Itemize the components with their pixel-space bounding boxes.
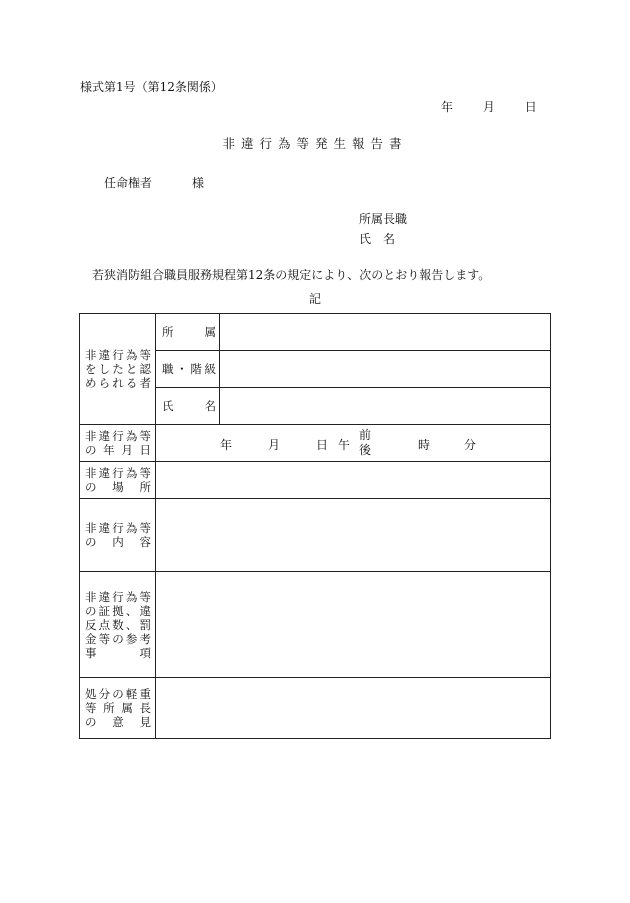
datetime-hour-label: 時	[418, 438, 431, 452]
person-label-line: められる者	[85, 376, 151, 390]
date-month-label: 月	[482, 100, 495, 114]
affiliation-label: 所 属	[162, 325, 216, 339]
body-text: 若狭消防組合職員服務規程第12条の規定により、次のとおり報告します。	[92, 268, 491, 282]
content-label	[80, 499, 156, 572]
affiliation-field[interactable]	[220, 314, 551, 351]
addressee-name: 任命権者	[104, 176, 153, 190]
person-label-line: をしたと認	[85, 362, 151, 376]
place-field[interactable]	[156, 462, 551, 499]
table-row-evidence	[80, 572, 551, 678]
report-table	[79, 313, 551, 739]
evidence-label-line: 反点数、罰	[85, 617, 151, 632]
evidence-label-line: 事 項	[85, 645, 151, 660]
date-label	[80, 425, 156, 462]
content-field[interactable]	[156, 499, 551, 572]
date-day-label: 日	[524, 100, 537, 114]
content-label-line: 非違行為等	[85, 521, 151, 535]
opinion-label-line: 処分の軽重	[85, 687, 151, 701]
table-row-date	[80, 425, 551, 462]
content-label-line: の 内 容	[85, 535, 151, 549]
person-label-line: 非違行為等	[85, 348, 151, 362]
place-label-line: 非違行為等	[85, 466, 151, 480]
opinion-label-line: の 意 見	[85, 715, 151, 729]
opinion-label-line: 等所属長	[85, 701, 151, 715]
evidence-label-line: の証拠、違	[85, 603, 151, 618]
datetime-minute-label: 分	[464, 438, 477, 452]
ki-heading: 記	[308, 292, 321, 306]
evidence-label-line: 非違行為等	[85, 589, 151, 604]
position-label-cell	[156, 351, 220, 388]
table-row-content	[80, 499, 551, 572]
date-year-label: 年	[441, 100, 454, 114]
report-date	[441, 100, 537, 114]
datetime-day-label: 日	[316, 438, 329, 452]
evidence-label-line: 金等の参考	[85, 631, 151, 646]
table-row-affiliation	[80, 314, 551, 351]
form-number-label: 様式第1号（第12条関係）	[80, 80, 223, 94]
table-row-opinion	[80, 678, 551, 739]
document-title: 非違行為等発生報告書	[222, 136, 408, 151]
table-row-place	[80, 462, 551, 499]
datetime-field[interactable]	[156, 425, 551, 462]
date-label-line: 非違行為等	[85, 429, 151, 443]
addressee	[104, 176, 204, 190]
name-label: 氏 名	[162, 399, 216, 413]
opinion-field[interactable]	[156, 678, 551, 739]
datetime-year-label: 年	[220, 438, 233, 452]
position-label: 職・階級	[162, 362, 216, 376]
datetime-month-label: 月	[268, 438, 281, 452]
addressee-honorific: 様	[192, 176, 205, 190]
datetime-gozen-prefix: 午	[338, 438, 351, 452]
affiliation-label-cell	[156, 314, 220, 351]
sender-org-label: 所属長職	[359, 212, 408, 226]
evidence-label	[80, 572, 156, 678]
opinion-label	[80, 678, 156, 739]
place-label-line: の 場 所	[85, 480, 151, 494]
pm-label: 後	[359, 443, 372, 457]
evidence-field[interactable]	[156, 572, 551, 678]
name-field[interactable]	[220, 388, 551, 425]
place-label	[80, 462, 156, 499]
date-label-line: の年月日	[85, 443, 151, 457]
sender-name-label: 氏 名	[359, 232, 396, 246]
am-pm-selector[interactable]	[359, 428, 371, 458]
person-label	[80, 314, 156, 425]
name-label-cell	[156, 388, 220, 425]
am-label: 前	[359, 428, 372, 442]
position-field[interactable]	[220, 351, 551, 388]
